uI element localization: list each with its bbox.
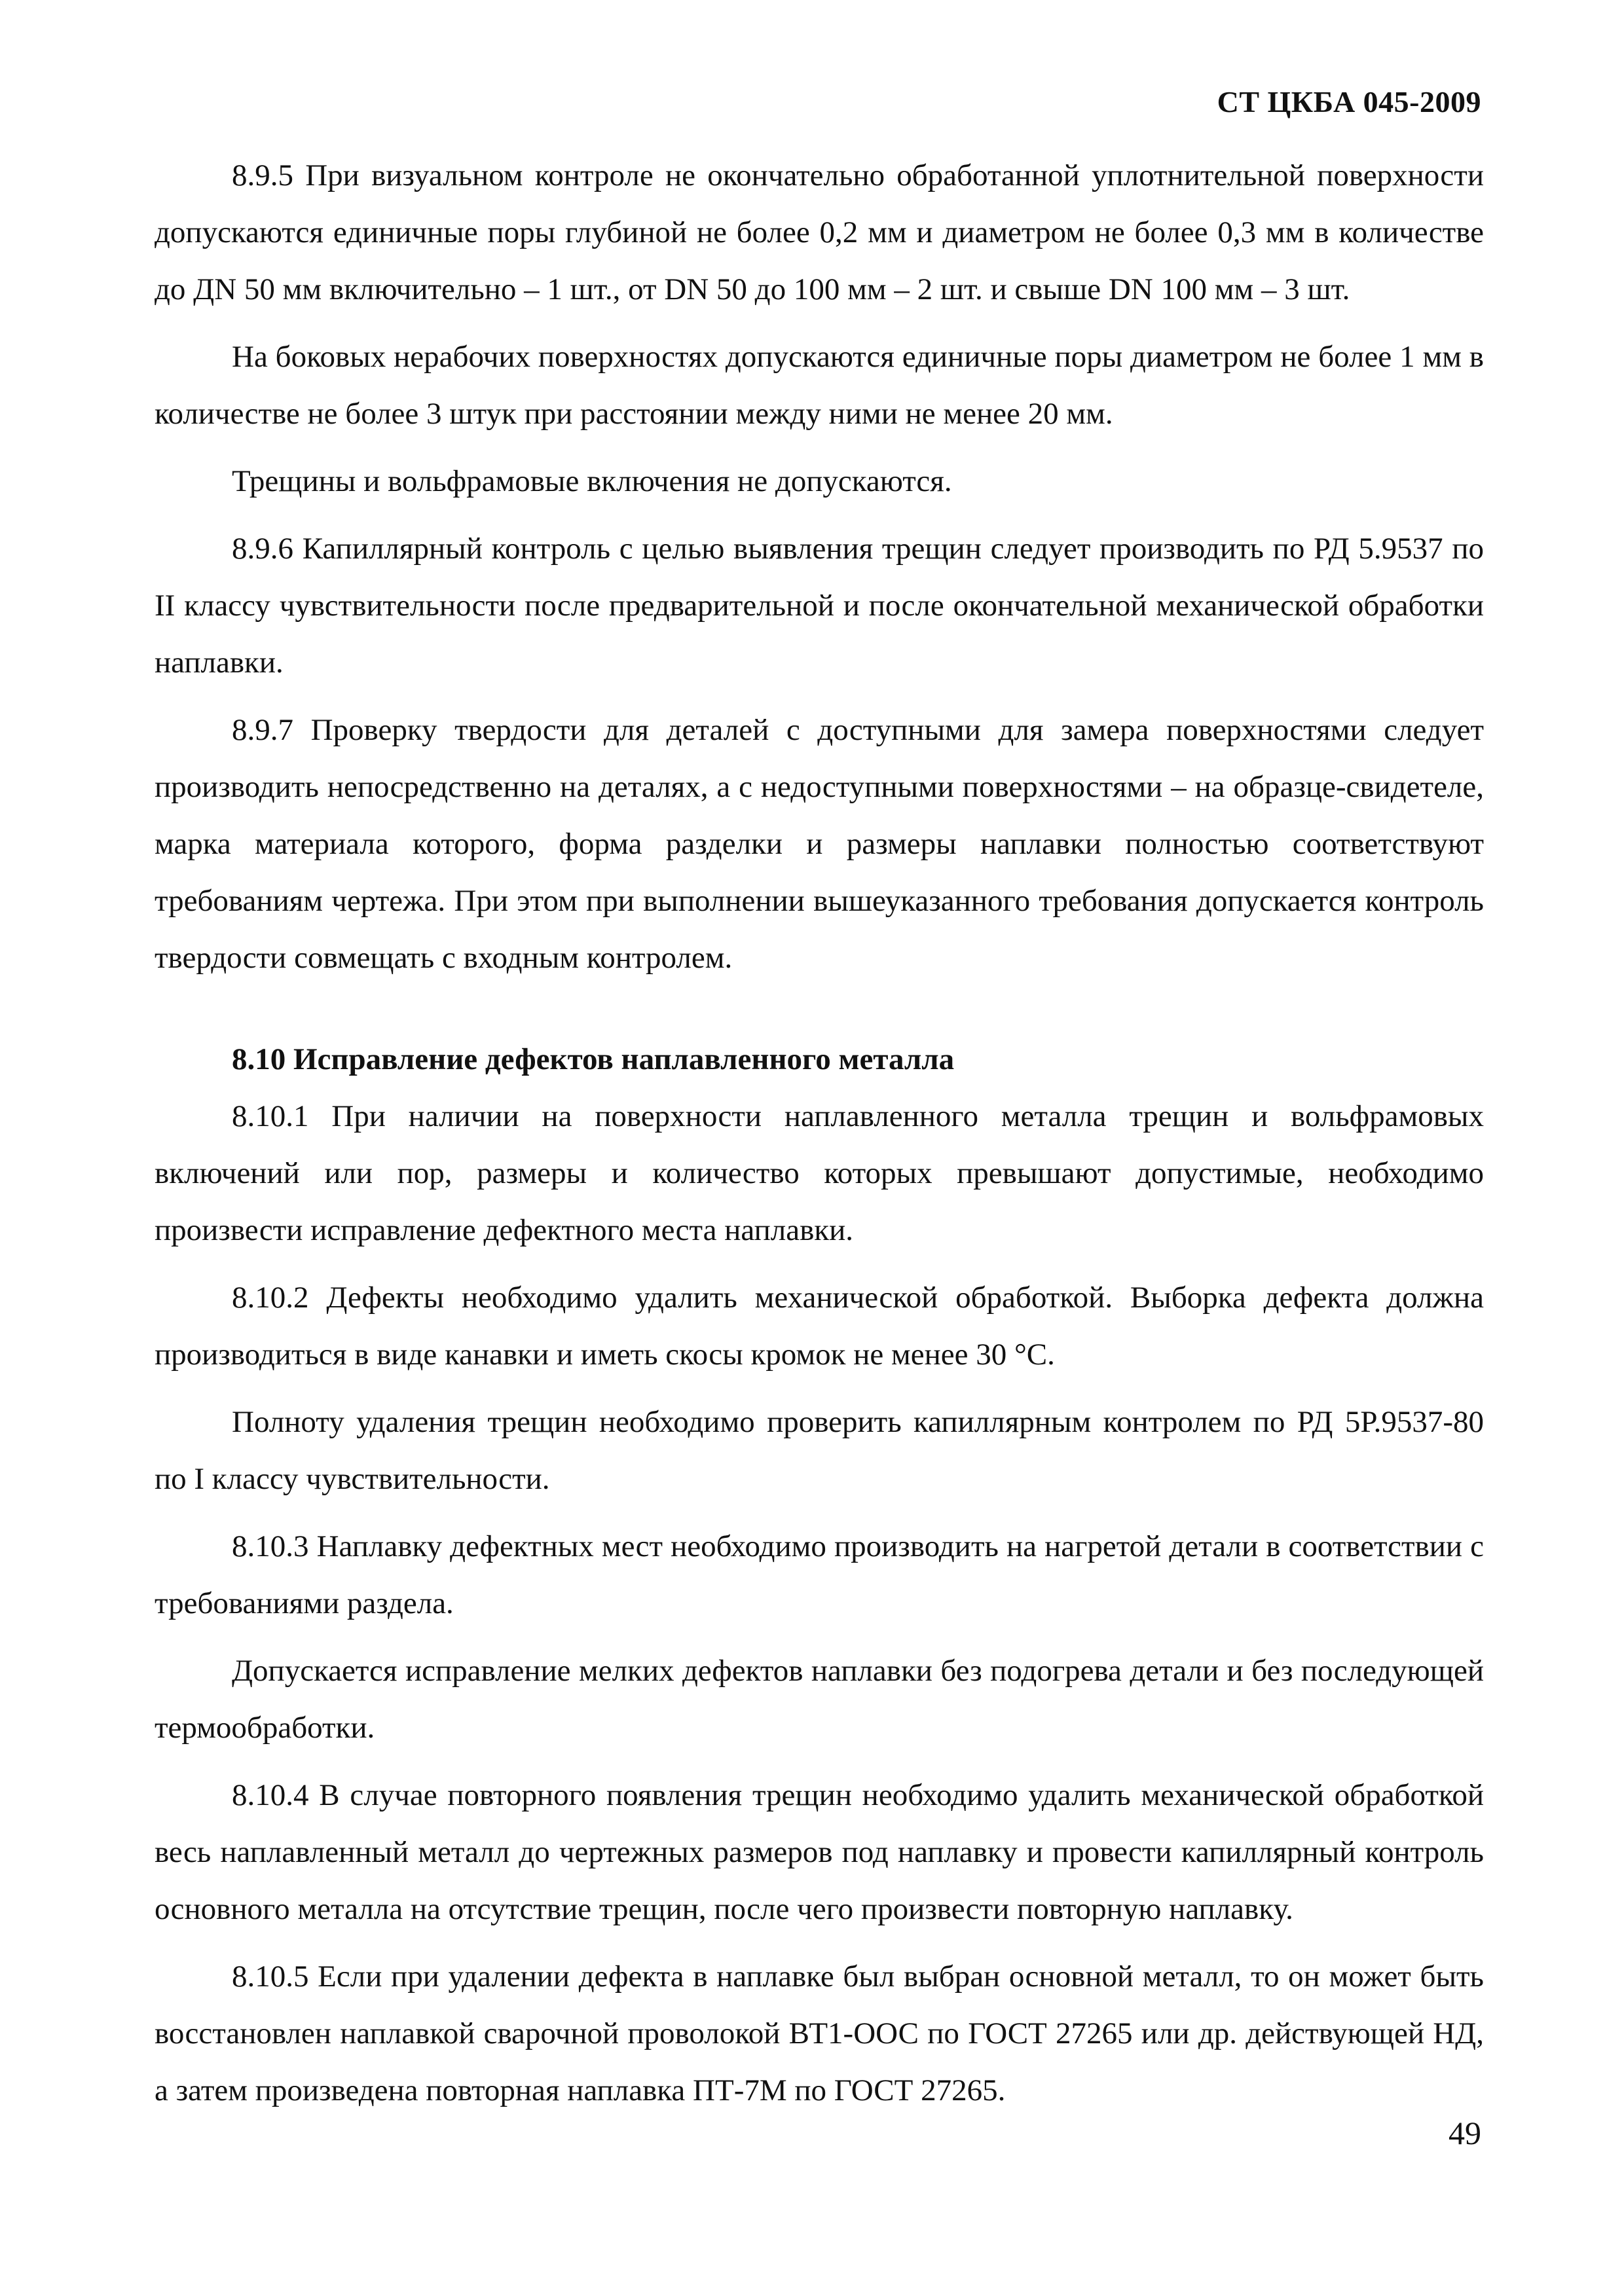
- paragraph-8-10-2: 8.10.2 Дефекты необходимо удалить механической обработкой. Выборка дефекта должна производиться в виде канавки и иметь скосы кромок не менее 30 °С.: [155, 1281, 1484, 1372]
- paragraph-8-9-7: 8.9.7 Проверку твердости для деталей с доступными для замера поверхностями следует производить непосредственно на деталях, а с недоступными поверхностями – на образце-свидетеле, марка материала которого, форма разделки и размеры наплавки полностью соответствуют требованиям чертежа. При этом при выполнении вышеуказанного требования допускается контроль твердости совмещать с входным контролем.: [155, 713, 1484, 975]
- document-code-header: СТ ЦКБА 045-2009: [1217, 85, 1481, 118]
- paragraph-cracks-not-allowed: Трещины и вольфрамовые включения не допускаются.: [232, 464, 952, 498]
- paragraph-8-10-1: 8.10.1 При наличии на поверхности наплавленного металла трещин и вольфрамовых включений или пор, размеры и количество которых превышают допустимые, необходимо произвести исправление дефектного места наплавки.: [155, 1099, 1484, 1247]
- paragraph-8-10-5: 8.10.5 Если при удалении дефекта в наплавке был выбран основной металл, то он может быть восстановлен наплавкой сварочной проволокой ВТ1-ООС по ГОСТ 27265 или др. действующей НД, а затем произведена повторная наплавка ПТ-7М по ГОСТ 27265.: [155, 1959, 1484, 2107]
- paragraph-8-9-6: 8.9.6 Капиллярный контроль с целью выявления трещин следует производить по РД 5.9537 по II классу чувствительности после предварительной и после окончательной механической обработки наплавки.: [155, 532, 1484, 680]
- paragraph-small-defects: Допускается исправление мелких дефектов наплавки без подогрева детали и без последующей термообработки.: [155, 1654, 1484, 1745]
- paragraph-8-10-4: 8.10.4 В случае повторного появления трещин необходимо удалить механической обработкой весь наплавленный металл до чертежных размеров под наплавку и провести капиллярный контроль основного металла на отсутствие трещин, после чего произвести повторную наплавку.: [155, 1778, 1484, 1926]
- paragraph-8-10-3: 8.10.3 Наплавку дефектных мест необходимо производить на нагретой детали в соответствии с требованиями раздела.: [155, 1529, 1484, 1620]
- page-number: 49: [1449, 2115, 1481, 2151]
- paragraph-side-surfaces: На боковых нерабочих поверхностях допускаются единичные поры диаметром не более 1 мм в количестве не более 3 штук при расстоянии между ними не менее 20 мм.: [155, 340, 1484, 431]
- paragraph-crack-removal-check: Полноту удаления трещин необходимо проверить капиллярным контролем по РД 5Р.9537-80 по I классу чувствительности.: [155, 1405, 1484, 1496]
- section-title-8-10: 8.10 Исправление дефектов наплавленного металла: [232, 1042, 955, 1076]
- paragraph-8-9-5: 8.9.5 При визуальном контроле не окончательно обработанной уплотнительной поверхности допускаются единичные поры глубиной не более 0,2 мм и диаметром не более 0,3 мм в количестве до ДN 50 мм включительно – 1 шт., от DN 50 до 100 мм – 2 шт. и свыше DN 100 мм – 3 шт.: [155, 158, 1484, 306]
- document-body: [155, 147, 1484, 2130]
